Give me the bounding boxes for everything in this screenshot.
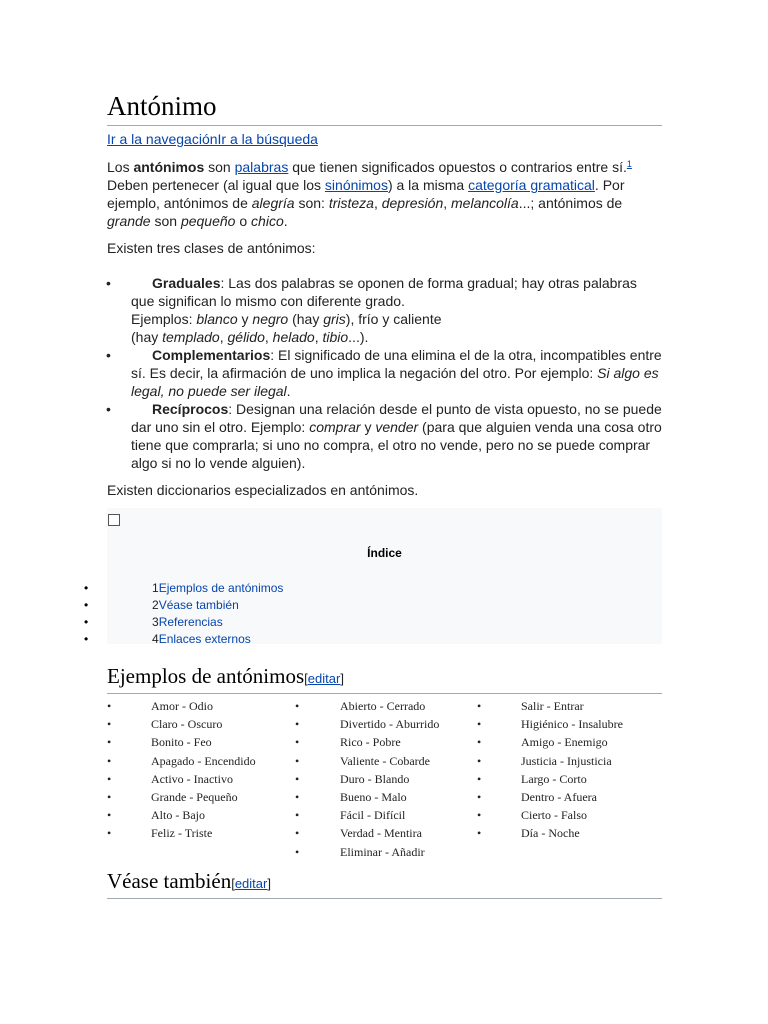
bullet: • [295, 699, 300, 713]
example-pair: Grande - Pequeño [151, 789, 238, 804]
toc-list [84, 580, 283, 648]
jump-links [107, 130, 662, 148]
text: grande [107, 213, 151, 229]
bullet: • [107, 717, 112, 732]
bullet: • [84, 598, 89, 612]
toc-item[interactable] [84, 614, 283, 631]
example-pair: Día - Noche [521, 826, 580, 841]
term-graduales: Graduales [152, 275, 221, 291]
bullet: • [295, 826, 300, 841]
bullet: • [106, 347, 111, 363]
example-pair: Salir - Entrar [521, 699, 584, 713]
text: , [373, 195, 382, 211]
edit-section [231, 876, 271, 891]
toc-number: 3 [152, 615, 159, 629]
bullet: • [107, 808, 112, 823]
classes-list [107, 274, 662, 472]
example-pair: Eliminar - Añadir [340, 844, 425, 859]
edit-section [304, 671, 344, 686]
bullet: • [295, 753, 300, 768]
bracket: ] [267, 876, 271, 891]
text: Deben pertenecer (al igual que los [107, 177, 325, 193]
toc-link-enlaces[interactable]: Enlaces externos [158, 632, 251, 646]
bullet: • [107, 735, 112, 750]
jump-to-search-link[interactable]: Ir a la búsqueda [217, 131, 318, 147]
example-pair: Dentro - Afuera [521, 789, 597, 804]
text: . [283, 213, 288, 229]
term-antonimos: antónimos [133, 159, 205, 175]
classes-intro: Existen tres clases de antónimos: [107, 240, 316, 256]
term-complementarios: Complementarios [152, 347, 271, 363]
text: gélido [227, 329, 265, 345]
link-palabras[interactable]: palabras [234, 159, 289, 175]
text: (para que alguien venda una cosa otro tiene que comprarla; si uno no compra, el otro no vende, pero no se puede comprar algo si no lo vende alguien). [131, 419, 662, 471]
section-title: Ejemplos de antónimos [107, 664, 305, 688]
bullet: • [106, 275, 111, 291]
text: negro [252, 311, 289, 327]
edit-link[interactable]: editar [307, 671, 341, 686]
edit-link[interactable]: editar [234, 876, 268, 891]
bullet: • [477, 789, 482, 804]
text: tristeza [328, 195, 374, 211]
toc-item[interactable] [84, 580, 283, 597]
bracket: [ [231, 876, 235, 891]
text: templado [162, 329, 220, 345]
text: comprar [309, 419, 361, 435]
bullet: • [107, 771, 112, 786]
bullet: • [477, 753, 482, 768]
toc-toggle-checkbox[interactable] [108, 514, 120, 526]
link-categoria-gramatical[interactable]: categoría gramatical [468, 177, 595, 193]
bullet: • [84, 632, 89, 646]
text: helado [272, 329, 315, 345]
toc-item[interactable] [84, 631, 283, 648]
text: gris [323, 311, 346, 327]
example-pair: Fácil - Difícil [340, 808, 406, 823]
term-reciprocos: Recíprocos [152, 401, 229, 417]
bullet: • [295, 808, 300, 823]
examples-columns [107, 697, 662, 867]
text: . Por ejemplo, antónimos de [107, 177, 625, 211]
text: , [314, 329, 323, 345]
bullet: • [477, 717, 482, 732]
example-pair: Alto - Bajo [151, 808, 205, 823]
text: Ejemplos: [131, 311, 197, 327]
toc-number: 4 [152, 632, 159, 646]
text: ...). [348, 329, 369, 345]
text: blanco [196, 311, 238, 327]
table-of-contents [84, 508, 662, 646]
link-sinonimos[interactable]: sinónimos [324, 177, 388, 193]
section-heading-vease [107, 867, 662, 899]
text: , [264, 329, 273, 345]
example-pair: Verdad - Mentira [340, 826, 422, 841]
example-pair: Feliz - Triste [151, 826, 213, 841]
text: son [204, 159, 235, 175]
bullet: • [295, 717, 300, 732]
text: vender [375, 419, 419, 435]
example-pair: Higiénico - Insalubre [521, 717, 623, 732]
text: ), frío y caliente [345, 311, 442, 327]
toc-link-vease[interactable]: Véase también [158, 598, 239, 612]
list-item-complementarios [107, 346, 662, 400]
toc-title: Índice [367, 546, 402, 560]
bullet: • [477, 826, 482, 841]
bullet: • [106, 401, 111, 417]
text: (hay [288, 311, 324, 327]
text: : El significado de una elimina el de la otra, incompatibles entre sí. Es decir, la afirmación de uno implica la negación del otro. Por ejemplo: [131, 347, 662, 381]
bullet: • [84, 581, 89, 595]
text: : Designan una relación desde el punto de vista opuesto, no se puede dar uno sin el otro. Ejemplo: [131, 401, 662, 435]
bullet: • [107, 699, 112, 713]
section-heading-ejemplos [107, 662, 662, 694]
text: Los [107, 159, 134, 175]
example-pair: Bonito - Feo [151, 735, 212, 750]
text: y [360, 419, 376, 435]
list-item-graduales [107, 274, 662, 346]
text: Si algo es legal, no puede ser ilegal [131, 365, 659, 399]
example-pair: Claro - Oscuro [151, 717, 223, 732]
example-pair: Rico - Pobre [340, 735, 401, 750]
example-pair: Amor - Odio [151, 699, 213, 713]
bullet: • [295, 771, 300, 786]
example-pair: Activo - Inactivo [151, 771, 233, 786]
bullet: • [295, 789, 300, 804]
bullet: • [477, 699, 482, 713]
toc-link-referencias[interactable]: Referencias [158, 615, 223, 629]
dictionaries-paragraph: Existen diccionarios especializados en antónimos. [107, 482, 419, 498]
article [84, 88, 662, 899]
text: , [443, 195, 452, 211]
bracket: ] [340, 671, 344, 686]
toc-link-ejemplos[interactable]: Ejemplos de antónimos [158, 581, 284, 595]
example-pair: Abierto - Cerrado [340, 699, 426, 713]
example-pair: Largo - Corto [521, 771, 587, 786]
intro-paragraph [107, 158, 662, 230]
section-title: Véase también [107, 869, 232, 893]
example-pair: Justicia - Injusticia [521, 753, 612, 768]
bullet: • [295, 844, 300, 859]
bullet: • [295, 735, 300, 750]
text: . [286, 383, 291, 399]
example-pair: Apagado - Encendido [151, 753, 256, 768]
toc-number: 2 [152, 598, 159, 612]
example-pair: Cierto - Falso [521, 808, 587, 823]
text: : Las dos palabras se oponen de forma gradual; hay otras palabras que significan lo mismo con diferente grado. [131, 275, 637, 309]
example-pair: Duro - Blando [340, 771, 410, 786]
page-title: Antónimo [107, 88, 662, 126]
bullet: • [107, 789, 112, 804]
text: melancolía [451, 195, 519, 211]
bullet: • [107, 826, 112, 841]
text: depresión [381, 195, 444, 211]
bullet: • [477, 771, 482, 786]
example-pair: Valiente - Cobarde [340, 753, 430, 768]
text: y [237, 311, 253, 327]
text: ...; antónimos de [518, 195, 623, 211]
bullet: • [477, 735, 482, 750]
bullet: • [84, 615, 89, 629]
text: (hay [131, 329, 163, 345]
text: chico [251, 213, 284, 229]
jump-to-navigation-link[interactable]: Ir a la navegación [107, 131, 218, 147]
bullet: • [477, 808, 482, 823]
text: o [235, 213, 252, 229]
bracket: [ [304, 671, 308, 686]
text: tibio [322, 329, 349, 345]
text: alegría [251, 195, 295, 211]
bullet: • [107, 753, 112, 768]
text: que tienen significados opuestos o contrarios entre sí. [288, 159, 627, 175]
text: ) a la misma [387, 177, 469, 193]
text: son [150, 213, 181, 229]
reference-link[interactable]: 1 [626, 159, 632, 169]
text: , [219, 329, 228, 345]
example-pair: Amigo - Enemigo [521, 735, 608, 750]
text: son: [294, 195, 329, 211]
toc-number: 1 [152, 581, 159, 595]
text: pequeño [180, 213, 236, 229]
toc-item[interactable] [84, 597, 283, 614]
list-item-reciprocos [107, 400, 662, 472]
example-pair: Bueno - Malo [340, 789, 407, 804]
example-pair: Divertido - Aburrido [340, 717, 440, 732]
